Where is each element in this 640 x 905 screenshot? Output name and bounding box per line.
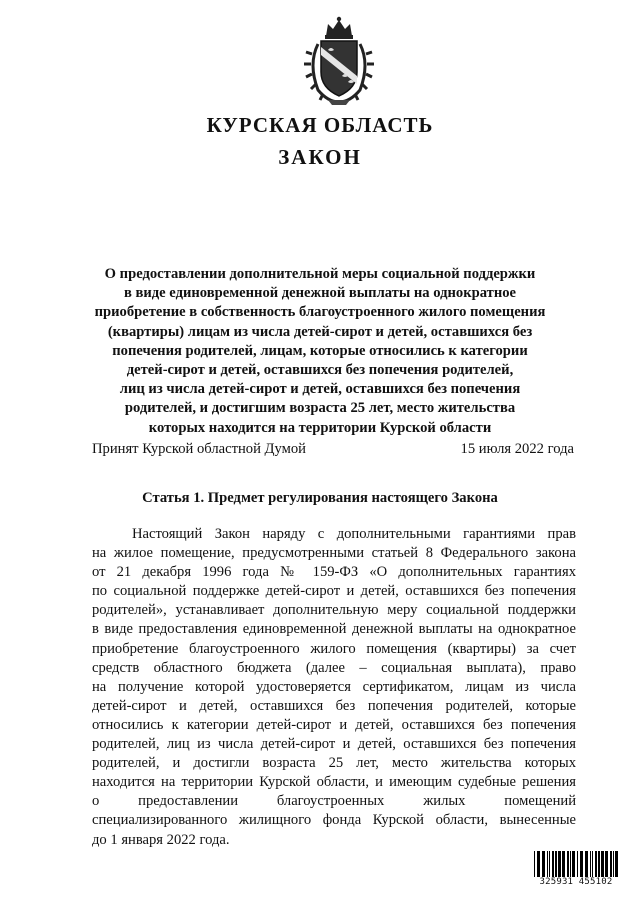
article-line: находится на территории Курской области, и имеющим судебные решения [92,774,576,791]
article-line: на жилое помещение, предусмотренными статьей 8 Федерального закона [92,545,576,562]
article-line: приобретение благоустроенного жилого помещения (квартиры) за счет [92,640,576,657]
article-line: по социальной поддержке детей-сирот и детей, оставшихся без попечения [92,583,576,600]
law-name-line: родителей, и достигшим возраста 25 лет, место жительства [124,400,516,417]
law-name-line: (квартиры) лицам из числа детей-сирот и детей, оставшихся без [107,323,533,340]
law-name-line: лиц из числа детей-сирот и детей, оставшихся без попечения [119,381,521,398]
article-line: родителей», устанавливает дополнительную меру социальной поддержки [92,602,576,619]
law-name-line: детей-сирот и детей, оставшихся без попечения родителей, [126,362,514,379]
article-line: о предоставлении благоустроенных жилых помещений [92,793,576,810]
article-line: от 21 декабря 1996 года № 159-ФЗ «О дополнительных гарантиях [92,564,576,581]
article-line: относились к категории детей-сирот и детей, оставшихся без попечения [92,716,576,733]
barcode-icon [533,851,619,877]
law-name [80,265,560,438]
region-title: КУРСКАЯ ОБЛАСТЬ [206,113,434,137]
article-line: в виде предоставления единовременной денежной выплаты на однократное [92,621,576,638]
kursk-coat-of-arms-icon [298,14,380,106]
adoption-date: 15 июля 2022 года [460,441,574,457]
article-line: на получение которой удостоверяется сертификатом, лицам из числа [92,678,576,695]
adopted-by-text: Принят Курской областной Думой [92,441,306,457]
law-name-line: попечения родителей, лицам, которые относились к категории [112,342,528,359]
law-name-line: приобретение в собственность благоустроенного жилого помещения [94,304,546,321]
barcode-number: 325931 455102 [539,877,613,887]
law-name-line: которых находится на территории Курской области [148,419,492,436]
article-body [92,525,576,850]
article-line: специализированного жилищного фонда Курской области, вынесенные [92,812,576,829]
article-line: Настоящий Закон наряду с дополнительными гарантиями прав [132,526,576,542]
article-line: родителей, и достигли возраста 25 лет, место жительства которых [92,755,576,772]
article-line: средств областного бюджета (далее – социальная выплата), право [92,659,576,676]
law-name-line: О предоставлении дополнительной меры социальной поддержки [104,266,536,282]
article-heading: Статья 1. Предмет регулирования настоящего Закона [142,490,498,506]
article-line: до 1 января 2022 года. [92,831,230,848]
article-line: детей-сирот и детей, оставшихся без попечения родителей, которые [92,697,576,714]
article-line: родителей, лиц из числа детей-сирот и детей, оставшихся без попечения [92,736,576,753]
law-name-line: в виде единовременной денежной выплаты на однократное [123,285,516,302]
document-type-title: ЗАКОН [278,145,362,169]
